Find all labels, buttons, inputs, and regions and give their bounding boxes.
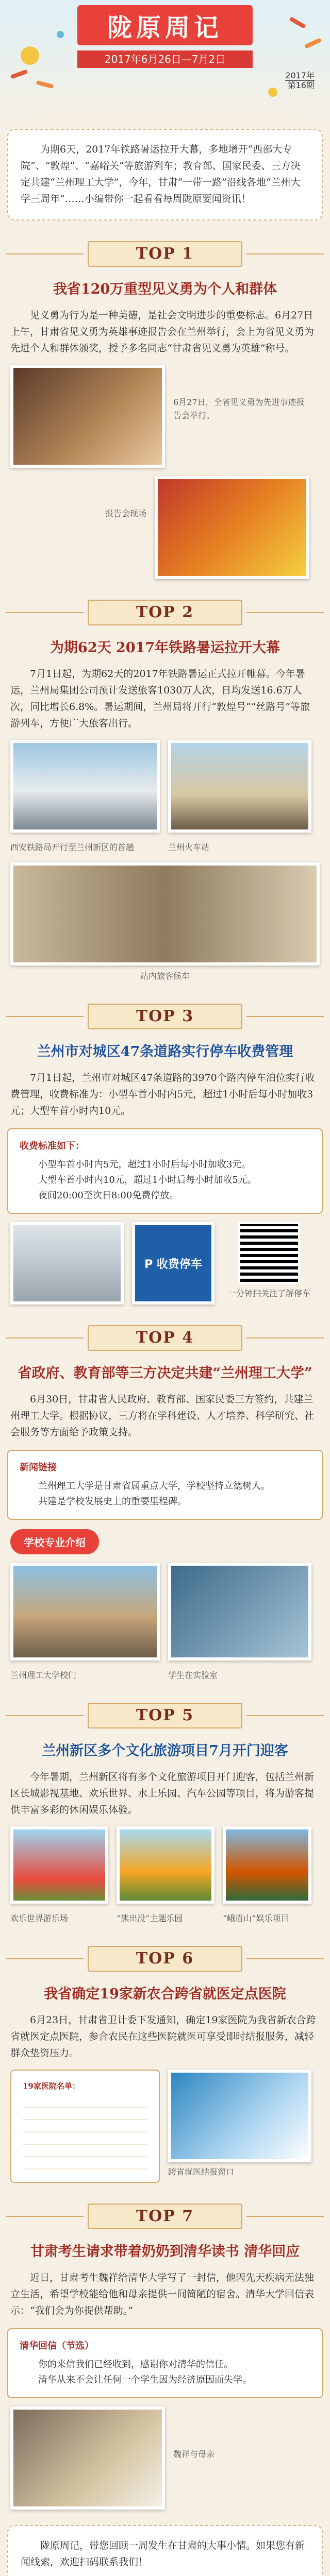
top-6-body: 6月23日，甘肃省卫计委下发通知，确定19家医院为我省新农合跨省就医定点医院，参合农民在这些医院就医可享受即时结报服务，减轻群众垫资压力。 [10, 2014, 316, 2059]
lab-photo [168, 1563, 311, 1660]
top-5-caption-2: “熊出没”主题乐园 [117, 1913, 183, 1923]
date-range: 2017年6月26日—7月2日 [77, 50, 253, 68]
parking-sign-text: P 收费停车 [144, 1258, 202, 1271]
intro-paragraph: 为期6天，2017年铁路暑运拉开大幕，多地增开“西部大专院”、“敦煌”、“嘉峪关”等旅游列车；教育部、国家民委、三方决定共建“兰州理工大学”，今年，甘肃“一带一路”沿线各地“兰州大学三周年”……小编带你一起看看每周陇原要闻资讯！ [7, 129, 323, 221]
award-photo [10, 365, 165, 468]
top-4-caption-row [10, 1669, 320, 1682]
top-1-photo-row-2 [10, 476, 320, 579]
top-3-fee-box [7, 1128, 323, 1214]
qr-block [223, 1222, 316, 1300]
amusement-park-photo [10, 1826, 108, 1904]
sun-icon [21, 46, 39, 65]
ride-photo [223, 1826, 311, 1904]
header-wave [0, 108, 330, 129]
student-mother-photo [10, 2406, 165, 2510]
campus-gate-photo [10, 1563, 160, 1660]
letter-line: 清华从来不会让任何一个学生因为经济原因而失学。 [38, 2375, 252, 2385]
top-7-headline: 甘肃考生请求带着奶奶到清华读书 清华回应 [30, 2244, 300, 2260]
hospital-list [23, 2095, 147, 2173]
top-6-photo-col [168, 2070, 311, 2179]
top-4-news-box [7, 1450, 323, 1520]
top-2-photo-row-2 [10, 862, 320, 965]
top-4-headline: 省政府、教育部等三方决定共建“兰州理工大学” [18, 1365, 312, 1381]
train-photo [10, 740, 160, 833]
top-6-caption: 跨省就医结报窗口 [168, 2167, 235, 2177]
top-1-headline: 我省120万重型见义勇为个人和群体 [53, 281, 277, 297]
top-4-photo-row [10, 1563, 320, 1660]
leaf-decoration-icon [289, 16, 306, 29]
top-1-photo-row [10, 365, 320, 468]
dot-decoration-icon [268, 88, 277, 97]
top-4-body: 6月30日，甘肃省人民政府、教育部、国家民委三方签约，共建兰州理工大学。根据协议，三方将在学科建设、人才培养、科学研究、社会服务等方面给予政策支持。 [10, 1394, 315, 1438]
issue-number: 第16期 [287, 80, 315, 90]
page-title: 陇原周记 [107, 13, 223, 42]
leaf-decoration-icon [36, 80, 54, 89]
top-2-body: 7月1日起，为期62天的2017年铁路暑运正式拉开帷幕。今年暑运，兰州局集团公司预计发送旅客1030万人次，日均发送16.6万人次，同比增长6.8%。暑运期间，兰州局将开行“敦煌号”“丝路号”等旅游列车，方便广大旅客出行。 [10, 668, 310, 729]
header [0, 0, 330, 129]
theme-park-photo [117, 1826, 214, 1904]
top-6-row [10, 2070, 320, 2183]
fee-line: 小型车首小时内5元，超过1小时后每小时加收3元。 [38, 1159, 251, 1170]
top-3-body: 7月1日起，兰州市对城区47条道路的3970个路内停车泊位实行收费管理，收费标准为：小型车首小时内5元，超过1小时后每小时加收3元；大型车首小时内10元。 [10, 1072, 315, 1116]
top-4-caption-2: 学生在实验室 [168, 1670, 218, 1680]
station-photo [168, 740, 311, 833]
qr-caption: 一分钟扫关注了解停车 [227, 1289, 310, 1298]
letter-line: 你的来信我们已经收到，感谢你对清华的信任。 [38, 2359, 233, 2370]
parking-sign-photo [132, 1222, 214, 1304]
top-5-caption-3: “峨眉山”娱乐项目 [223, 1913, 289, 1923]
top-2-banner: TOP 2 [88, 600, 242, 625]
top-5-caption-row [10, 1912, 320, 1925]
top-1-caption: 6月27日，全省见义勇为先进事迹报告会举行。 [173, 397, 305, 420]
top-2-headline: 为期62天 2017年铁路暑运拉开大幕 [50, 640, 280, 656]
top-7-letter-box [7, 2328, 323, 2398]
hospital-photo [168, 2070, 311, 2162]
fee-box-title: 收费标准如下： [20, 1141, 85, 1151]
top-1-caption-2: 报告会现场 [105, 509, 146, 518]
top-3-headline: 兰州市对城区47条道路实行停车收费管理 [37, 1044, 293, 1060]
top-4-caption-1: 兰州理工大学校门 [10, 1670, 77, 1680]
masthead [77, 5, 253, 45]
school-intro-tag: 学校专业介绍 [10, 1529, 99, 1554]
top-2-caption-1: 西安铁路局开行至兰州新区的首趟 [10, 842, 135, 852]
top-3-photo-row [10, 1222, 320, 1304]
news-line: 共建是学校发展史上的重要里程碑。 [38, 1496, 187, 1507]
ceremony-photo [155, 476, 309, 579]
hospital-list-box [10, 2070, 160, 2183]
top-1-banner: TOP 1 [88, 241, 242, 267]
top-7-body: 近日，甘肃考生魏祥给清华大学写了一封信，他因先天疾病无法独立生活，希望学校能给他和母亲提供一间简陋的宿舍。清华大学回信表示：“我们会为你提供帮助。” [10, 2272, 315, 2316]
top-5-caption-1: 欢乐世界游乐场 [10, 1913, 69, 1923]
fee-line: 大型车首小时内10元，超过1小时后每小时加收5元。 [38, 1175, 257, 1185]
top-5-photo-row [10, 1826, 320, 1904]
qr-code-icon[interactable] [238, 1222, 300, 1284]
top-4-banner: TOP 4 [88, 1325, 242, 1351]
top-2-caption-3: 站内旅客候车 [140, 971, 190, 981]
outro-paragraph: 陇原周记，带您回顾一周发生在甘肃的大事小情。如果您有新闻线索，欢迎扫码联系我们！ [7, 2525, 323, 2576]
waiting-hall-photo [10, 862, 320, 965]
top-5-headline: 兰州新区多个文化旅游项目7月开门迎客 [42, 1743, 288, 1759]
leaf-decoration-icon [10, 69, 28, 79]
top-1-body: 见义勇为行为是一种美德，是社会文明进步的重要标志。6月27日上午，甘肃省见义勇为英雄事迹报告会在兰州举行，会上为省见义勇为先进个人和群体颁奖，授予多名同志“甘肃省见义勇为英雄”称号。 [10, 310, 315, 354]
top-7-caption: 魏祥与母亲 [173, 2449, 215, 2459]
issue-info [285, 71, 315, 90]
top-2-photo-row [10, 740, 320, 833]
top-2-caption-2: 兰州火车站 [168, 842, 210, 852]
top-2-caption-row [10, 841, 320, 854]
leaf-decoration-icon [304, 38, 322, 49]
top-6-headline: 我省确定19家新农合跨省就医定点医院 [44, 1986, 286, 2002]
news-line: 兰州理工大学是甘肃省属重点大学，学校坚持立德树人。 [38, 1481, 270, 1492]
top-6-banner: TOP 6 [88, 1946, 242, 1972]
fee-line: 夜间20:00至次日8:00免费停放。 [38, 1190, 179, 1201]
issue-year: 2017年 [285, 71, 315, 80]
parking-lot-photo [10, 1222, 124, 1304]
top-5-body: 今年暑期，兰州新区将有多个文化旅游项目开门迎客，包括兰州新区长城影视基地、欢乐世界、水上乐园、汽车公园等项目，将为游客提供丰富多彩的休闲娱乐体验。 [10, 1771, 315, 1816]
top-7-banner: TOP 7 [88, 2204, 242, 2229]
dot-decoration-icon [57, 31, 64, 38]
top-3-banner: TOP 3 [88, 1004, 242, 1029]
top-5-banner: TOP 5 [88, 1703, 242, 1728]
news-box-title: 新闻链接 [20, 1462, 57, 1473]
hospital-list-title: 19家医院名单： [23, 2081, 80, 2091]
letter-box-title: 清华回信（节选） [20, 2341, 94, 2351]
top-7-photo-row [10, 2406, 320, 2510]
